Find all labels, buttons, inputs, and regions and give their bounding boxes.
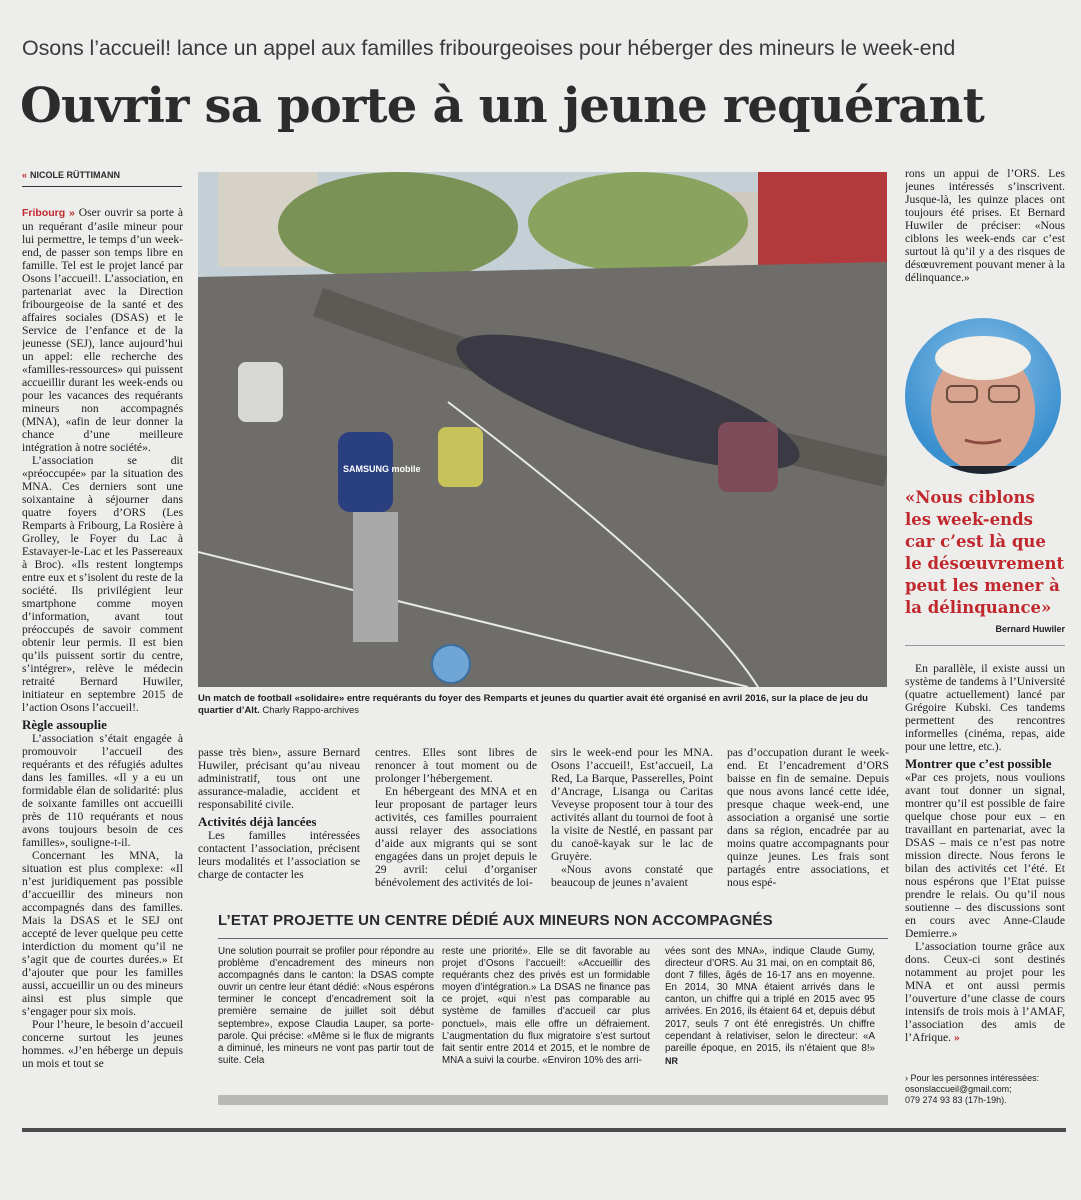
paragraph: passe très bien», assure Bernard Huwiler, précisant qu’au niveau administratif, tous ont une assurance-maladie, accident et responsabilité civile. — [198, 746, 360, 811]
column-4 — [551, 746, 713, 896]
paragraph: L’association se dit «préoccupée» par la situation des MNA. Ces derniers sont une soixantaine à séjourner dans quatre foyers d’ORS (Les Remparts à Fribourg, La Rosière à Grolley, le Foyer du Lac à Estavayer-le-Lac et les Passereaux à Broc). «Ils restent longtemps entre eux et s’isolent du reste de la société. Ils privilégient leur smartphone comme moyen d’information, avant tout préoccupés de savoir comment obtenir leur permis. Il est bien qu’ils puissent sortir du centre, s’intégrer», relève le médecin retraité Bernard Huwiler, initiateur en septembre 2015 de l’action Osons l’accueil!. — [22, 454, 183, 714]
subheading: Règle assouplie — [22, 717, 107, 732]
contact-email: osonslaccueil@gmail.com; — [905, 1084, 1012, 1094]
box-title: L’ETAT PROJETTE UN CENTRE DÉDIÉ AUX MINEURS NON ACCOMPAGNÉS — [218, 912, 773, 929]
page-bottom-rule — [22, 1128, 1066, 1132]
box-rule — [218, 938, 888, 939]
paragraph: pas d’occupation durant le week-end. Et l’encadrement d’ORS baisse en fin de semaine. Depuis que nous avons lancé cette idée, presque chaque week-end, une association a organisé une sortie dans sa région, encadrée par au moins quatre accompagnants pour quinze jeunes. Les frais sont partagés entre associations, et nous espé- — [727, 746, 889, 889]
end-mark-icon: » — [953, 1031, 960, 1044]
paragraph: «Nous avons constaté que beaucoup de jeunes n’avaient — [551, 863, 713, 889]
byline — [22, 170, 120, 180]
paragraph: sirs le week-end pour les MNA. Osons l’accueil!, Est’accueil, La Red, La Barque, Passerelles, Point d’Ancrage, Lisanga ou Caritas Veveyse proposent tour à tour des activités allant du tournoi de foot à la visite de Nestlé, en passant par du canoë-kayak sur le lac de Gruyère. — [551, 746, 713, 863]
paragraph: Les familles intéressées contactent l’association, précisent leurs modalités et l’association se charge de contacter les — [198, 829, 360, 881]
paragraph: Concernant les MNA, la situation est plus complexe: «Il n’est juridiquement pas possible d’accueillir des mineurs non accompagnés dans des familles. Mais la DSAS et le SEJ ont accepté de lever quelque peu cette interdiction du moment qu’il ne s’agit que de courtes durées.» Et d’ajouter que pour les familles aussi, accueillir un ou des mineurs ainsi est plus simple que s’engager pour six mois. — [22, 849, 183, 1018]
contact-line: › Pour les personnes intéressées: — [905, 1073, 1040, 1083]
portrait-photo — [905, 318, 1061, 474]
place-label: Fribourg — [22, 207, 66, 219]
photo-caption — [198, 693, 887, 717]
paragraph: En parallèle, il existe aussi un système de tandems à l’Université (quatre actuellement) lancé par Grégoire Kubski. Ces tandems permettent des rencontres informelles (cinéma, repas, aide pour une lettre, etc.). — [905, 662, 1065, 753]
box-signature: NR — [665, 1055, 678, 1066]
photo-credit: Charly Rappo-archives — [262, 705, 360, 716]
paragraph: L’association s’était engagée à promouvoir l’accueil des requérants et des réfugiés adultes dans les familles. «Il y a eu un formidable élan de solidarité: plus de soixante familles ont accueilli près de 110 requérants et nous avons toujours besoin de ces familles», souligne-t-il. — [22, 732, 183, 849]
subheading: Activités déjà lancées — [198, 814, 317, 829]
paragraph: «Par ces projets, nous voulions avant tout donner un signal, montrer qu’il est possible de faire quelque chose pour eux – en travaillant en partenariat, avec la DSAS – mais ce n’est pas notre mission directe. Nous ferons le bilan des activités cet l’été. Et nous espérons que l’Etat puisse prendre le relais. Ou qu’il nous soutienne – des discussions sont en cours avec Anne-Claude Demierre.» — [905, 771, 1065, 940]
box-column-2: reste une priorité». Elle se dit favorable au projet d’Osons l’accueil!: «Accueillir des requérants chez des privés est un formidable moyen d’intégration.» La DSAS ne finance pas ce projet, «qui n’est pas comparable au système de familles d’accueil car plus ponctuel», mais elle offre un défraiement. L’augmentation du flux migratoire s’est surtout fait sentir entre 2014 et 2015, et le nombre de MNA a suivi la courbe. «Environ 10% des arri- — [442, 946, 650, 1066]
kicker: Osons l’accueil! lance un appel aux familles fribourgeoises pour héberger des mineurs le week-end — [22, 36, 956, 60]
right-column-top — [905, 167, 1065, 297]
quote-author: Bernard Huwiler — [995, 624, 1065, 634]
box-column-1: Une solution pourrait se profiler pour répondre au problème d’encadrement des mineurs non accompagnés dans le canton: la DSAS compte ouvrir un centre leur étant dédié: «Nous espérons terminer le concept d’encadrement soit la première semaine de juillet soit début septembre», expose Claudia Lauper, sa porte-parole. Qui précise: «Même si le flux de migrants a diminué, les mineurs ne vont pas partir tout de suite. Cela — [218, 946, 434, 1066]
right-column-bottom — [905, 662, 1065, 1072]
byline-chevron-icon: « — [22, 170, 28, 180]
paragraph: Pour l’heure, le besoin d’accueil concerne surtout les jeunes hommes. «J’en héberge un depuis un mois et tout se — [22, 1018, 183, 1070]
football-photo — [198, 172, 887, 687]
pull-quote: «Nous ciblons les week-ends car c’est là que le désœuvrement peut les mener à la délinquance» — [905, 488, 1065, 617]
paragraph: centres. Elles sont libres de renoncer à tout moment ou de prolonger l’hébergement. — [375, 746, 537, 785]
column-1 — [22, 206, 183, 1112]
jersey-text: SAMSUNG mobile — [343, 464, 421, 474]
football-scene-illustration — [198, 172, 887, 687]
caption-text: Un match de football «solidaire» entre requérants du foyer des Remparts et jeunes du quartier avait été organisé en avril 2016, sur la place de jeu du quartier d’Alt. — [198, 693, 868, 716]
byline-author: NICOLE RÜTTIMANN — [30, 170, 121, 180]
paragraph: L’association tourne grâce aux dons. Ceux-ci sont destinés notamment au projet pour les MNA et ont aussi permis l’ouverture d’une classe de cours intensifs de trois mois à l’AMAF, l’association des amis de l’Afrique. » — [905, 940, 1065, 1044]
box-bottom-bar — [218, 1095, 888, 1105]
contact-info — [905, 1073, 1065, 1106]
quote-rule — [905, 645, 1065, 646]
column-3 — [375, 746, 537, 896]
headline: Ouvrir sa porte à un jeune requérant — [20, 78, 985, 134]
paragraph: En hébergeant des MNA et en leur proposant de partager leurs activités, ces familles pourraient aussi relayer des associations d’aide aux migrants qui se sont engagées dans un projet depuis le 29 avril: celui d’organiser bénévolement des activités de loi- — [375, 785, 537, 889]
column-5 — [727, 746, 889, 896]
box-column-3: vées sont des MNA», indique Claude Gumy, directeur d’ORS. Au 31 mai, on en comptait 86, dont 7 filles, âgés de 16-17 ans en moyenne. En 2014, 30 MNA étaient arrivés dans le canton, un chiffre qui a triplé en 2015 avec 95 arrivées. En 2016, ils étaient 64 et, depuis début 2017, seuls 7 ont été enregistrés. Un chiffre cependant à relativiser, selon le directeur: «A pareille époque, en 2015, ils n’étaient que 8!» NR — [665, 946, 875, 1066]
subheading: Montrer que c’est possible — [905, 756, 1052, 771]
portrait-illustration — [905, 318, 1061, 474]
paragraph: rons un appui de l’ORS. Les jeunes intéressés s’inscrivent. Jusque-là, les quinze places ont toujours été prises. Et Bernard Huwiler de préciser: «Nous ciblons les week-ends car c’est surtout là qu’il y a des risques de désœuvrement pouvant mener à la délinquance.» — [905, 167, 1065, 284]
byline-rule — [22, 186, 182, 187]
lead-paragraph: Fribourg » Oser ouvrir sa porte à un requérant d’asile mineur pour lui permettre, le temps d’un week-end, de passer son temps libre en famille. Tel est le projet lancé par Osons l’accueil!. L’association, en partenariat avec la Direction fribourgeoise de la santé et des affaires sociales (DSAS) et le Service de l’enfance et de la jeunesse (SEJ), lance aujourd’hui un appel: elle recherche des «familles-ressources» qui puissent accueillir durant les week-ends ou pour les vacances des requérants mineurs non accompagnés (MNA), «afin de leur donner la chance d’une meilleure intégration à notre société». — [22, 206, 183, 454]
column-2 — [198, 746, 360, 896]
contact-phone: 079 274 93 83 (17h-19h). — [905, 1095, 1007, 1105]
